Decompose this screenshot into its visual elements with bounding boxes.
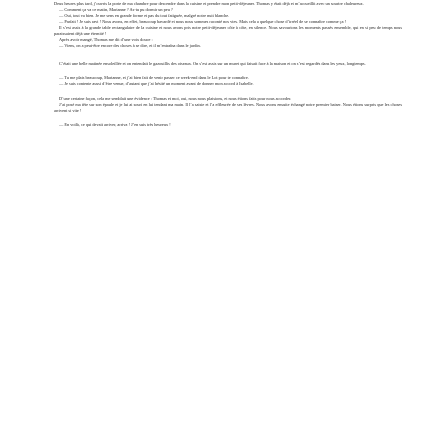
- dialogue-3: — Parfait ! Je suis ravi ! Nous avons, en effet, beaucoup bavardé et nous nous sommes raconté nos vies. Mais cela a quelque chose d’irréel de se connaître comme ça !: [59, 19, 346, 25]
- paragraph-6: J’ai posé ma tête sur son épaule et je lui ai souri en lui tendant ma main. Il l’a saisie et l’a effleurée de ses lèvres. Nous avons ensuite échangé notre premier baiser. Nous étions surpris que les choses arrivent si vite !: [54, 101, 402, 113]
- dialogue-4: — Viens, on a peut-être encore des choses à se dire, et il m’entraîna dans le jardin.: [59, 43, 201, 49]
- paragraph-5: D’une certaine façon, cela me semblait une évidence : Thomas et moi, oui, nous nous plaisions, et nous étions faits pour nous accorder.: [59, 95, 292, 101]
- paragraph-4: C’était une belle matinée ensoleillée et on entendait le gazouillis des oiseaux. On s’est assis sur un muret qui faisait face à la maison et on s’est regardés dans les yeux, longtemps.: [59, 61, 366, 67]
- paragraph-2: Il s’est assis à la grande table rectangulaire de la cuisine et nous avons pris notre petit-déjeuner côte à côte, en silence. Nous savourions les moments passés ensemble, qui en si peu de temps nous paraissaient déjà une éternité !: [54, 25, 402, 37]
- dialogue-5: — Tu me plais beaucoup, Marianne, et j’ai bien fait de venir passer ce week-end dans le Lot pour te connaître.: [59, 75, 249, 81]
- paragraph-1: Deux heures plus tard, j’ouvris la porte de ma chambre pour descendre dans la cuisine et prendre mon petit-déjeuner. Thomas y était déjà et m’accueillit avec un sourire chaleureux.: [54, 1, 364, 6]
- dialogue-2: — Oui, tout va bien. Je me sens en grande forme et pas du tout fatiguée, malgré notre nuit blanche.: [59, 13, 230, 19]
- dialogue-7: — En voilà, ce qui devait arriver, arriva ! J’en suis très heureux !: [59, 121, 171, 127]
- dialogue-6: — Je suis contente aussi d’être venue, d’autant que j’ai hésité un moment avant de donner mon accord à Isabelle.: [59, 81, 254, 87]
- paragraph-3: Après avoir mangé, Thomas me dit d’une voix douce :: [59, 37, 153, 43]
- dialogue-1: — Comment ça va ce matin, Marianne ? As-tu pu dormir un peu ?: [59, 7, 173, 13]
